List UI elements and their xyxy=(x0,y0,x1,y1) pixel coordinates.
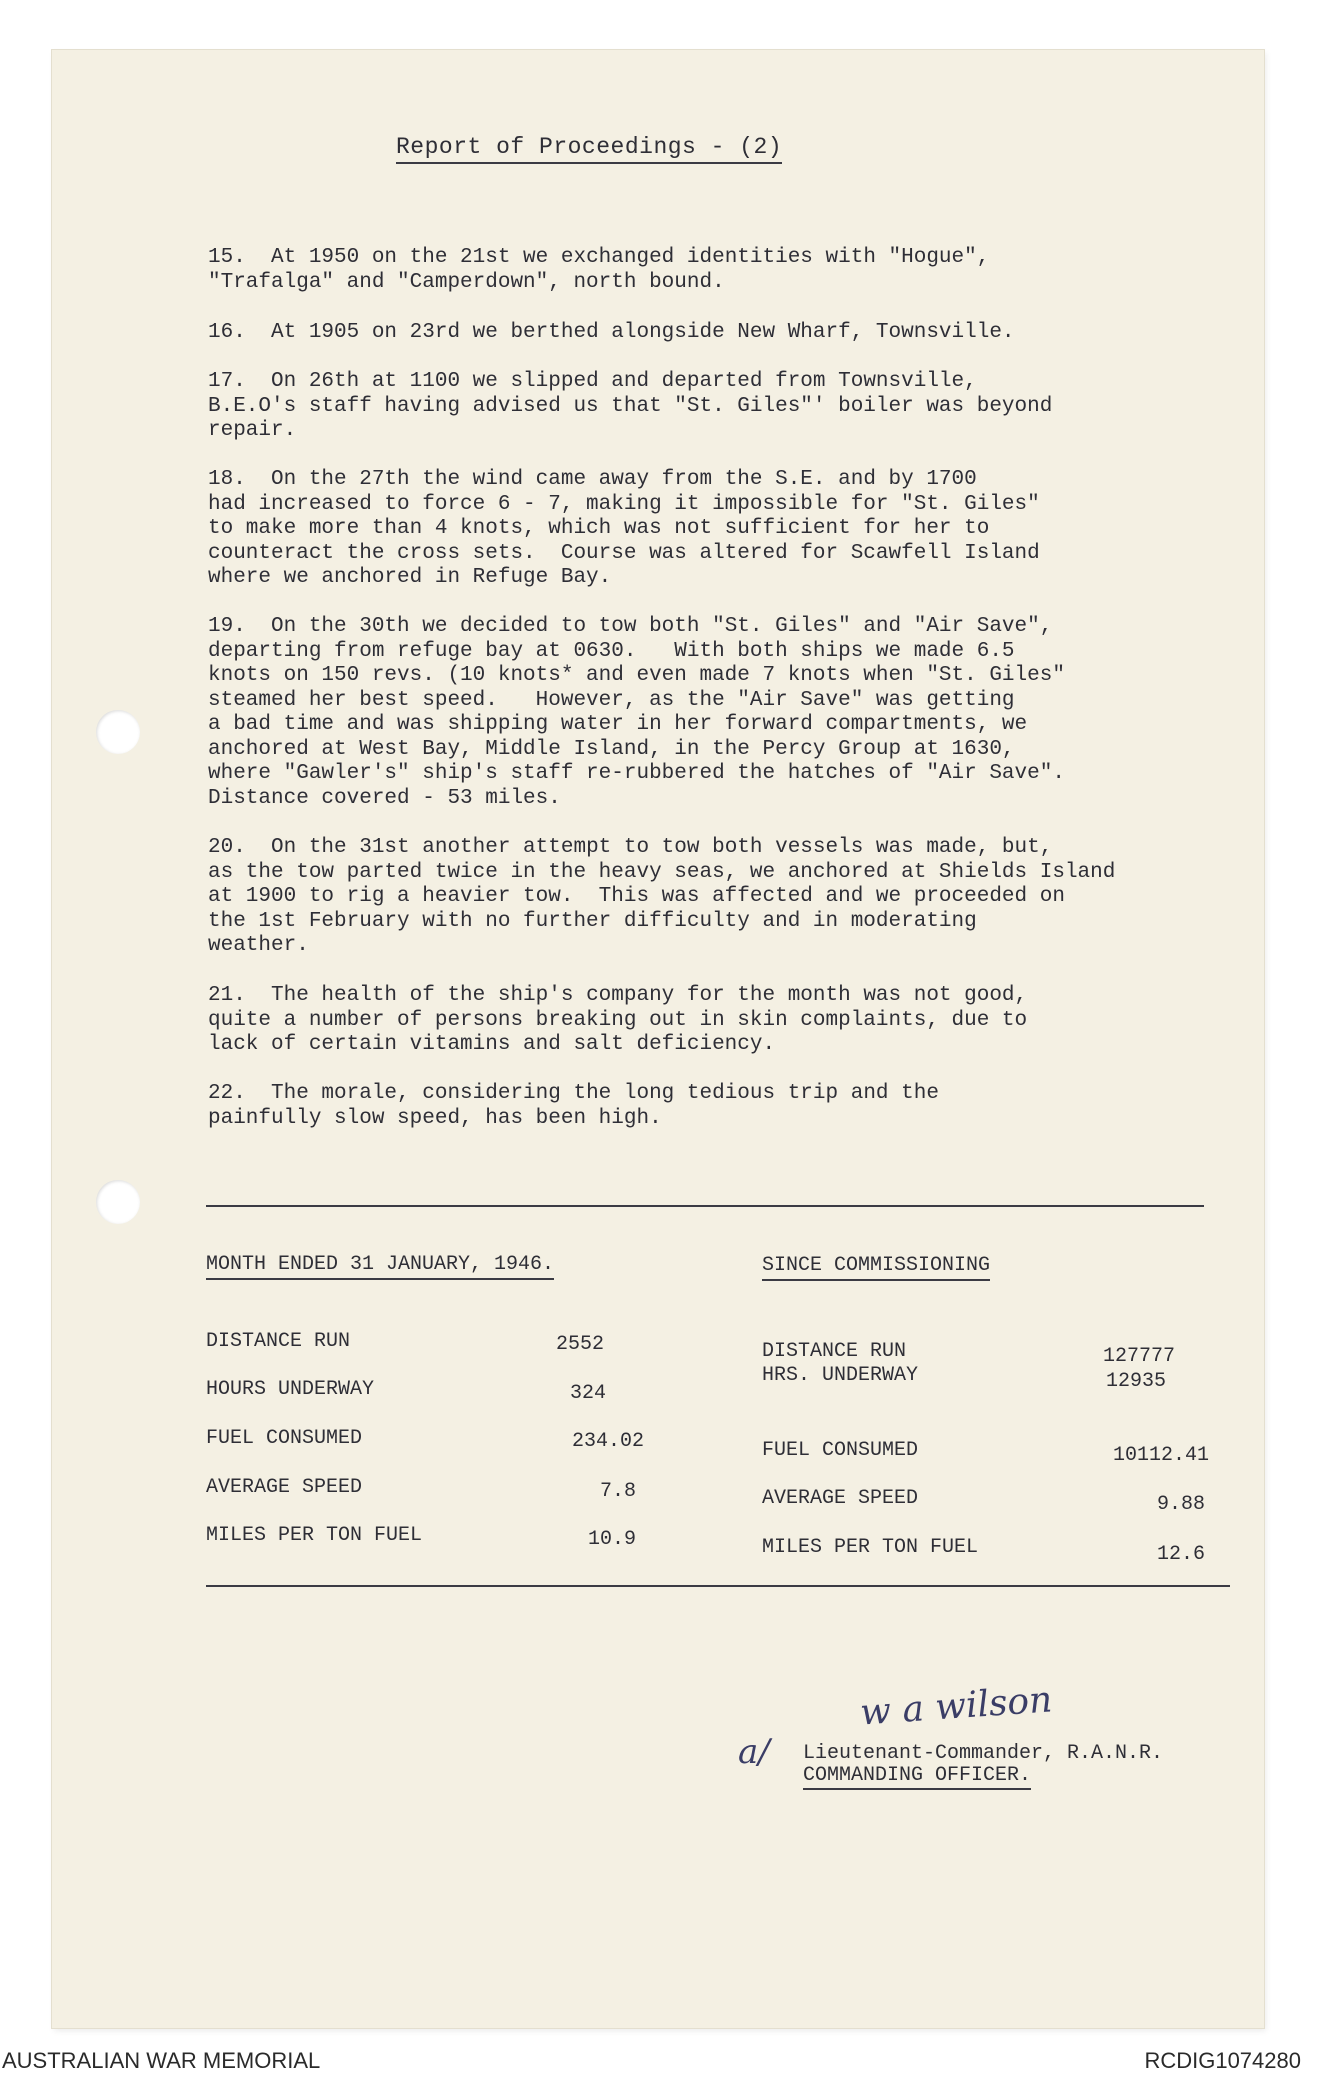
paragraph-text: The morale, considering the long tedious trip and the painfully slow speed, has been high. xyxy=(208,1082,939,1130)
month-value-miles: 10.9 xyxy=(588,1528,637,1551)
since-label-speed: AVERAGE SPEED xyxy=(762,1487,919,1510)
since-label-distance: DISTANCE RUN xyxy=(762,1340,907,1363)
since-value-speed: 9.88 xyxy=(1157,1493,1206,1516)
month-value-speed: 7.8 xyxy=(600,1480,637,1503)
paragraph-number: 17. xyxy=(208,370,246,393)
paragraph-text: At 1950 on the 21st we exchanged identities with "Hogue", "Trafalga" and "Camperdown", north bound. xyxy=(208,246,990,294)
paragraph-number: 20. xyxy=(208,836,246,859)
month-label-distance: DISTANCE RUN xyxy=(206,1330,351,1353)
report-title: Report of Proceedings - (2) xyxy=(396,134,782,164)
month-label-fuel: FUEL CONSUMED xyxy=(206,1427,363,1450)
signature-rank: Lieutenant-Commander, R.A.N.R. xyxy=(803,1742,1164,1765)
month-value-distance: 2552 xyxy=(556,1333,605,1356)
since-label-hours: HRS. UNDERWAY xyxy=(762,1364,919,1387)
paragraph-text: On the 30th we decided to tow both "St. Giles" and "Air Save", departing from refuge bay at 0630. With both ships we made 6.5 knots on 150 revs. (10 knots* and even made 7 knots when "St. Giles" steamed her best speed. However, as the "Air Save" was getting a bad time and was shipping water in her forward compartments, we anchored at West Bay, Middle Island, in the Percy Group at 1630, where "Gawler's" ship's staff re-rubbered the hatches of "Air Save". Distance covered - 53 miles. xyxy=(208,615,1065,810)
paragraph-21 xyxy=(208,984,1268,1058)
paragraph-number: 22. xyxy=(208,1082,246,1105)
paragraph-text: At 1905 on 23rd we berthed alongside New Wharf, Townsville. xyxy=(245,321,1015,344)
divider-bottom xyxy=(206,1585,1230,1587)
paragraph-number: 19. xyxy=(208,615,246,638)
since-value-distance: 127777 xyxy=(1103,1345,1176,1368)
paragraph-16 xyxy=(208,321,1268,346)
handwritten-signature: w a wilson xyxy=(858,1679,1054,1734)
paragraph-text: On the 31st another attempt to tow both vessels was made, but, as the tow parted twice in the heavy seas, we anchored at Shields Island at 1900 to rig a heavier tow. This was affected and we proceeded on the 1st February with no further difficulty and in moderating weather. xyxy=(208,836,1116,957)
month-value-fuel: 234.02 xyxy=(572,1430,645,1453)
paragraph-18 xyxy=(208,468,1268,591)
signature-role: COMMANDING OFFICER. xyxy=(803,1764,1031,1790)
month-label-hours: HOURS UNDERWAY xyxy=(206,1378,375,1401)
since-value-miles: 12.6 xyxy=(1157,1543,1206,1566)
paragraph-text: The health of the ship's company for the month was not good, quite a number of persons breaking out in skin complaints, due to lack of certain vitamins and salt deficiency. xyxy=(208,984,1028,1056)
month-label-speed: AVERAGE SPEED xyxy=(206,1476,363,1499)
punch-hole-top xyxy=(96,710,140,754)
paragraph-15 xyxy=(208,246,1268,295)
month-label-miles: MILES PER TON FUEL xyxy=(206,1524,423,1547)
paragraph-number: 18. xyxy=(208,468,246,491)
since-label-miles: MILES PER TON FUEL xyxy=(762,1536,979,1559)
since-heading: SINCE COMMISSIONING xyxy=(762,1254,990,1281)
paragraph-19 xyxy=(208,615,1268,811)
paragraph-text: On 26th at 1100 we slipped and departed from Townsville, B.E.O's staff having advised us that "St. Giles"' boiler was beyond repair. xyxy=(208,370,1053,442)
month-heading: MONTH ENDED 31 JANUARY, 1946. xyxy=(206,1253,554,1280)
paragraph-17 xyxy=(208,370,1268,444)
punch-hole-bottom xyxy=(96,1180,140,1224)
paragraph-number: 21. xyxy=(208,984,246,1007)
paragraph-number: 16. xyxy=(208,321,246,344)
signature-prefix: a/ xyxy=(738,1732,770,1772)
paragraph-number: 15. xyxy=(208,246,246,269)
since-value-fuel: 10112.41 xyxy=(1113,1444,1210,1467)
paragraph-20 xyxy=(208,836,1268,959)
footer-left: AUSTRALIAN WAR MEMORIAL xyxy=(2,2048,321,2073)
month-value-hours: 324 xyxy=(570,1382,607,1405)
paragraph-text: On the 27th the wind came away from the S.E. and by 1700 had increased to force 6 - 7, making it impossible for "St. Giles" to make more than 4 knots, which was not sufficient for her to counteract the cross sets. Course was altered for Scawfell Island where we anchored in Refuge Bay. xyxy=(208,468,1040,589)
since-label-fuel: FUEL CONSUMED xyxy=(762,1439,919,1462)
since-value-hours: 12935 xyxy=(1106,1370,1167,1393)
footer-right: RCDIG1074280 xyxy=(1144,2048,1301,2073)
divider-top xyxy=(206,1205,1204,1207)
paragraph-22 xyxy=(208,1082,1268,1131)
